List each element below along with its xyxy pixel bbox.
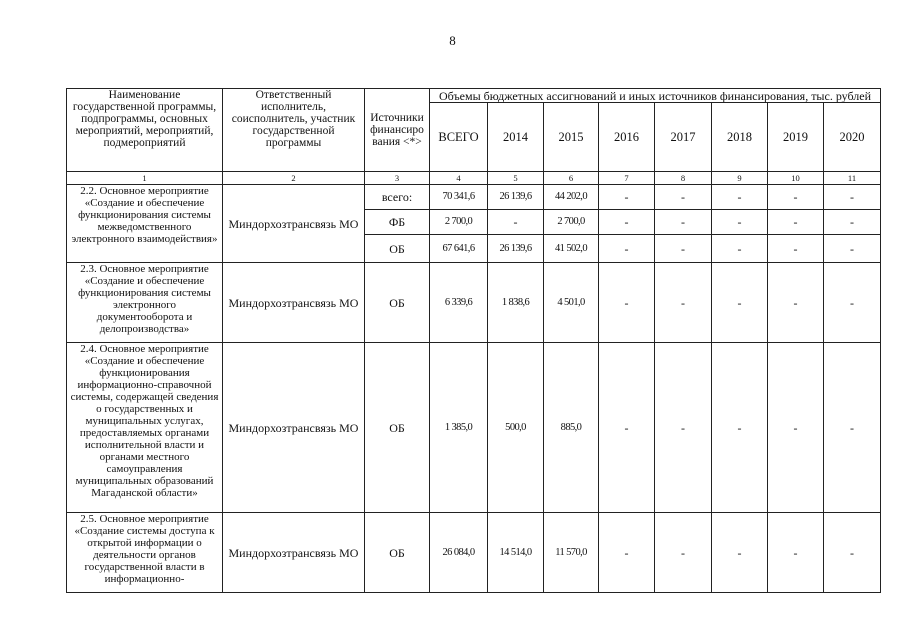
row-value: -	[768, 343, 824, 513]
row-value: 11 570,0	[544, 513, 599, 593]
row-value: -	[488, 210, 544, 235]
row-name: 2.2. Основное мероприятие «Создание и обеспечение функционирования системы межведомственного электронного взаимодействия»	[67, 185, 223, 263]
row-value: -	[655, 185, 712, 210]
column-number: 1	[67, 172, 223, 185]
row-responsible: Миндорхозтрансвязь МО	[223, 185, 365, 263]
column-number: 7	[599, 172, 655, 185]
row-value: -	[599, 235, 655, 263]
row-total: 2 700,0	[430, 210, 488, 235]
row-total: 26 084,0	[430, 513, 488, 593]
page-number: 8	[449, 33, 456, 48]
row-value: -	[712, 185, 768, 210]
header-name: Наименование государственной программы, подпрограммы, основных мероприятий, мероприятий, подмероприятий	[67, 89, 223, 172]
column-number: 3	[365, 172, 430, 185]
row-responsible: Миндорхозтрансвязь МО	[223, 513, 365, 593]
budget-table	[66, 88, 881, 593]
header-year: 2019	[768, 103, 824, 172]
row-responsible: Миндорхозтрансвязь МО	[223, 263, 365, 343]
row-value: 885,0	[544, 343, 599, 513]
row-value: -	[768, 210, 824, 235]
row-value: -	[712, 235, 768, 263]
column-number: 6	[544, 172, 599, 185]
row-value: -	[768, 513, 824, 593]
row-value: -	[655, 513, 712, 593]
row-value: -	[599, 263, 655, 343]
row-total: 1 385,0	[430, 343, 488, 513]
row-value: 2 700,0	[544, 210, 599, 235]
row-value: -	[768, 263, 824, 343]
header-year: 2018	[712, 103, 768, 172]
header-year: 2015	[544, 103, 599, 172]
row-total: 6 339,6	[430, 263, 488, 343]
row-source: ОБ	[365, 343, 430, 513]
header-year: 2014	[488, 103, 544, 172]
header-year: 2016	[599, 103, 655, 172]
column-number-row	[67, 172, 881, 185]
header-sources: Источники финансиро вания <*>	[365, 89, 430, 172]
row-value: -	[824, 513, 881, 593]
row-name: 2.4. Основное мероприятие «Создание и обеспечение функционирования информационно-справочной системы, содержащей сведения о государственных и муниципальных услугах, предоставляемых органами исполнительной власти и органами местного самоуправления муниципальных образований Магаданской области»	[67, 343, 223, 513]
row-value: 1 838,6	[488, 263, 544, 343]
row-value: -	[824, 235, 881, 263]
column-number: 4	[430, 172, 488, 185]
row-name: 2.5. Основное мероприятие «Создание системы доступа к открытой информации о деятельности органов государственной власти в информационно-	[67, 513, 223, 593]
row-value: -	[655, 263, 712, 343]
table-row	[67, 513, 881, 593]
column-number: 5	[488, 172, 544, 185]
row-value: 500,0	[488, 343, 544, 513]
column-number: 11	[824, 172, 881, 185]
header-year: 2020	[824, 103, 881, 172]
row-source: ФБ	[365, 210, 430, 235]
row-value: 41 502,0	[544, 235, 599, 263]
column-number: 8	[655, 172, 712, 185]
row-value: -	[768, 235, 824, 263]
row-total: 70 341,6	[430, 185, 488, 210]
row-value: -	[824, 185, 881, 210]
row-value: 44 202,0	[544, 185, 599, 210]
row-value: -	[599, 513, 655, 593]
header-responsible: Ответственный исполнитель, соисполнитель, участник государственной программы	[223, 89, 365, 172]
row-value: -	[655, 235, 712, 263]
row-value: -	[712, 263, 768, 343]
header-total: ВСЕГО	[430, 103, 488, 172]
row-value: -	[712, 513, 768, 593]
table-row	[67, 343, 881, 513]
row-value: 26 139,6	[488, 185, 544, 210]
row-value: 14 514,0	[488, 513, 544, 593]
row-value: -	[599, 343, 655, 513]
row-value: -	[768, 185, 824, 210]
row-value: 4 501,0	[544, 263, 599, 343]
table-row	[67, 263, 881, 343]
row-value: -	[824, 210, 881, 235]
row-value: -	[655, 210, 712, 235]
row-total: 67 641,6	[430, 235, 488, 263]
row-value: -	[655, 343, 712, 513]
row-value: -	[824, 343, 881, 513]
row-value: -	[599, 210, 655, 235]
row-value: -	[712, 210, 768, 235]
row-source: ОБ	[365, 235, 430, 263]
column-number: 2	[223, 172, 365, 185]
row-responsible: Миндорхозтрансвязь МО	[223, 343, 365, 513]
row-source: ОБ	[365, 513, 430, 593]
row-value: 26 139,6	[488, 235, 544, 263]
row-name: 2.3. Основное мероприятие «Создание и обеспечение функционирования системы электронного документооборота и делопроизводства»	[67, 263, 223, 343]
table-row	[67, 185, 881, 210]
header-year: 2017	[655, 103, 712, 172]
row-value: -	[824, 263, 881, 343]
header-volumes: Объемы бюджетных ассигнований и иных источников финансирования, тыс. рублей	[430, 89, 881, 103]
row-source: ОБ	[365, 263, 430, 343]
row-value: -	[712, 343, 768, 513]
column-number: 9	[712, 172, 768, 185]
row-value: -	[599, 185, 655, 210]
column-number: 10	[768, 172, 824, 185]
row-source: всего:	[365, 185, 430, 210]
